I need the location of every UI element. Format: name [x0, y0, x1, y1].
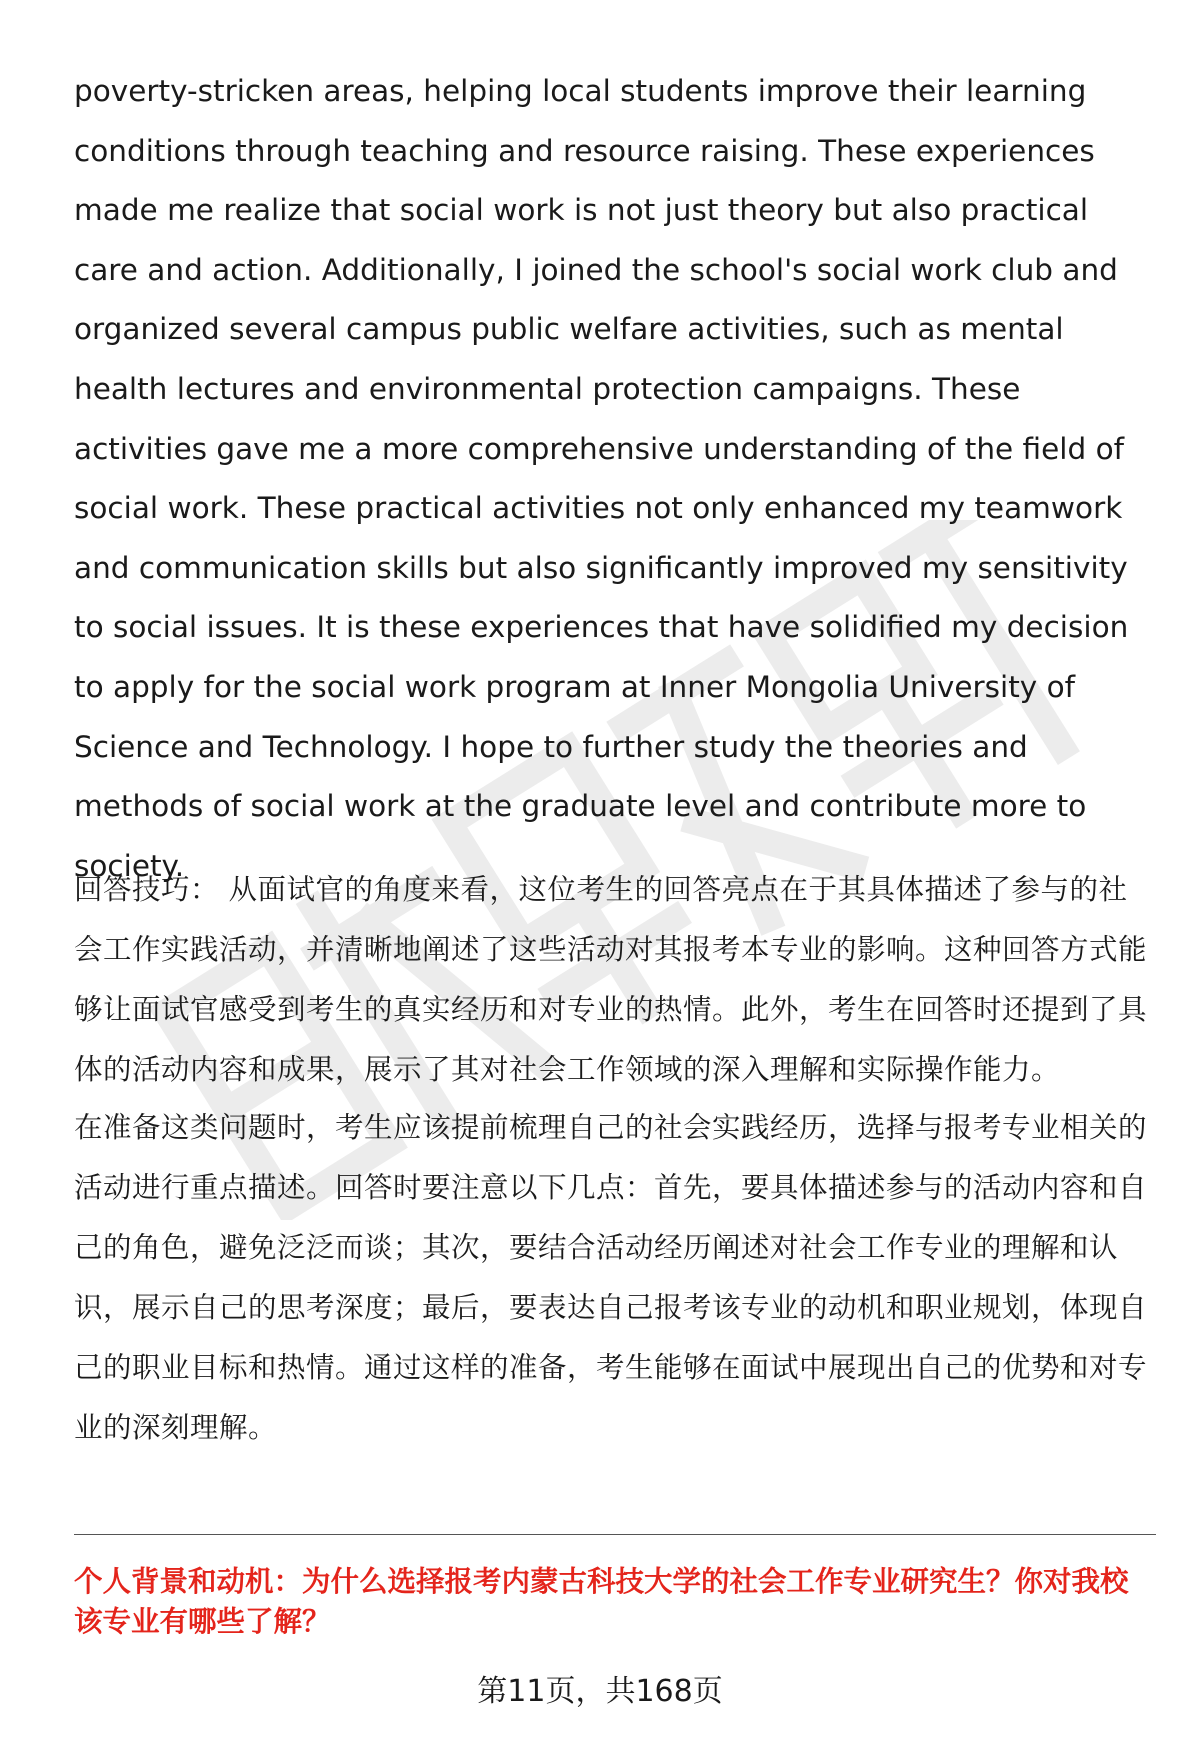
- english-answer-paragraph: poverty-stricken areas, helping local students improve their learning conditions through teaching and resource raising. These experiences made me realize that social work is not just theory but also practical care and action. Additionally, I joined the school's social work club and organized several campus public welfare activities, such as mental health lectures and environmental protection campaigns. These activities gave me a more comprehensive understanding of the field of social work. These practical activities not only enhanced my teamwork and communication skills but also significantly improved my sensitivity to social issues. It is these experiences that have solidified my decision to apply for the social work program at Inner Mongolia University of Science and Technology. I hope to further study the theories and methods of social work at the graduate level and contribute more to society.: [74, 74, 1129, 883]
- preparation-advice-paragraph: 在准备这类问题时，考生应该提前梳理自己的社会实践经历，选择与报考专业相关的活动进行重点描述。回答时要注意以下几点：首先，要具体描述参与的活动内容和自己的角色，避免泛泛而谈；其次，要结合活动经历阐述对社会工作专业的理解和认识，展示自己的思考深度；最后，要表达自己报考该专业的动机和职业规划，体现自己的职业目标和热情。通过这样的准备，考生能够在面试中展现出自己的优势和对专业的深刻理解。: [74, 1111, 1148, 1444]
- answer-tips-paragraph: 回答技巧： 从面试官的角度来看，这位考生的回答亮点在于其具体描述了参与的社会工作实践活动，并清晰地阐述了这些活动对其报考本专业的影响。这种回答方式能够让面试官感受到考生的真实经历和对专业的热情。此外，考生在回答时还提到了具体的活动内容和成果，展示了其对社会工作领域的深入理解和实际操作能力。: [74, 873, 1148, 1086]
- page-number-footer: 第11页，共168页: [477, 1674, 723, 1709]
- next-question-heading: 个人背景和动机：为什么选择报考内蒙古科技大学的社会工作专业研究生？你对我校该专业有哪些了解？: [74, 1565, 1129, 1638]
- section-divider: [74, 1534, 1156, 1535]
